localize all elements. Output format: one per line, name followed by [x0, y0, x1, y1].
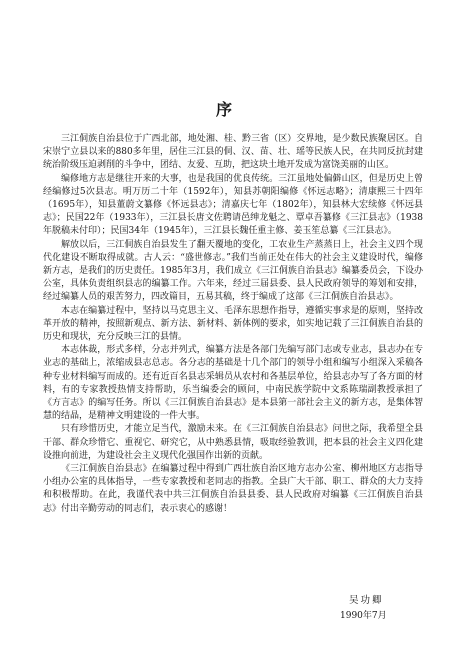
- page-title: 序: [215, 100, 234, 119]
- paragraph: 《三江侗族自治县志》在编纂过程中得到广西壮族自治区地方志办公室、柳州地区方志指导小组办公室的具体指导，一些专家教授和老同志的指教。全县广大干部、职工、群众的大力支持和积极帮助。在此，我谨代表中共三江侗族自治县县委、县人民政府对编纂《三江侗族自治县志》付出辛勤劳动的同志们，表示衷心的感谢！: [43, 464, 423, 514]
- paragraph: 三江侗族自治县位于广西北部，地处湘、桂、黔三省（区）交界地，是少数民族聚居区。自宋崇宁立县以来的880多年里，居住三江县的侗、汉、苗、壮、瑶等民族人民，在共同反抗封建统治阶级压迫剥削的斗争中，团结、友爱、互助，把这块土地开发成为富饶美丽的山区。: [43, 134, 423, 171]
- paragraph: 本志体裁，形式多样，分志并列式，编纂方法是各部门先编写部门志或专业志，县志办在专业志的基础上，浓缩成县志总志。各分志的基础是十几个部门的领导小组和编写小组深入采稿各种专业材料编写而成的。还有近百名县志采辑员从农村和各基层单位，给县志办写了各方面的材料，有的专家教授热情支持帮助，乐当编委会的顾问，中南民族学院中文系陈瑞副教授承担了《方言志》的编写任务。所以《三江侗族自治县志》是本县第一部社会主义的新方志，是集体智慧的结晶，是精神文明建设的一件大事。: [43, 345, 423, 422]
- paragraph: 解放以后，三江侗族自治县发生了翻天覆地的变化，工农业生产蒸蒸日上，社会主义四个现代化建设不断取得成就。古人云：“盛世修志。”我们当前正处在伟大的社会主义建设时代，编修新方志，是我们的历史责任。1985年3月，我们成立《三江侗族自治县志》编纂委员会，下设办公室，具体负责组织县志的编纂工作。六年来，经过三届县委、县人民政府领导的筹划和安排，经过编纂人员的艰苦努力，四改篇目，五易其稿，终于编成了这部《三江侗族自治县志》。: [43, 239, 423, 303]
- paragraph: 只有珍惜历史，才能立足当代，激励未来。在《三江侗族自治县志》问世之际，我希望全县干部、群众珍惜它、重视它、研究它，从中熟悉县情，吸取经验教训，把本县的社会主义四化建设推向前进，为建设社会主义现代化强国作出新的贡献。: [43, 424, 423, 461]
- paragraph: 本志在编纂过程中，坚持以马克思主义、毛泽东思想作指导，遵循实事求是的原则，坚持改革开放的精神，按照新观点、新方法、新材料、新体例的要求，如实地记载了三江侗族自治县的历史和现状，充分反映三江的县情。: [43, 305, 423, 343]
- paragraph: 编修地方志是继往开来的大事，也是我国的优良传统。三江虽地处偏僻山区，但是历史上曾经编修过5次县志。明万历二十年（1592年），知县苏朝阳编修《怀远志略》；清康熙三十四年（1695年），知县董蔚文纂修《怀远县志》；清嘉庆七年（1802年），知县林大宏续修《怀远县志》；民国22年（1933年），三江县长唐文佐聘请邑绅龙魁之、覃卓吾纂修《三江县志》（1938年脱稿未付印）；民国34年（1945年），三江县长魏任重主修、姜玉笙总纂《三江县志》。: [43, 173, 423, 237]
- author-signature: 吴功卿: [349, 595, 384, 606]
- signature-date: 1990年7月: [340, 611, 387, 621]
- preface-body: [43, 133, 423, 516]
